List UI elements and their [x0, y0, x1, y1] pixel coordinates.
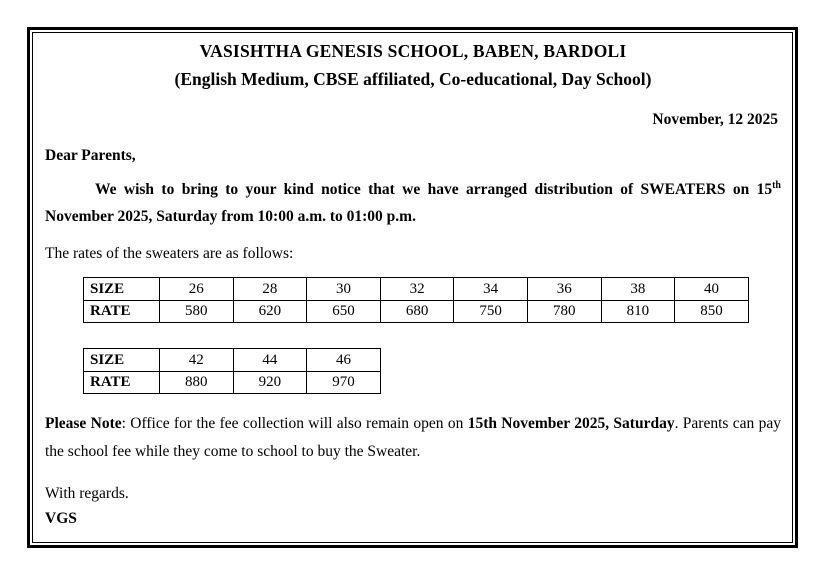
size-cell: 28 — [233, 278, 307, 301]
rate-cell: 620 — [233, 300, 307, 323]
rate-cell: 850 — [675, 300, 749, 323]
announcement-text-2: November 2025, Saturday from 10:00 a.m. to 01:00 p.m. — [45, 207, 416, 225]
notice-page — [32, 32, 793, 543]
size-cell: 36 — [527, 278, 601, 301]
size-cell: 38 — [601, 278, 675, 301]
announcement-text-1: We wish to bring to your kind notice that we have arranged distribution of SWEATERS on 15 — [95, 181, 773, 198]
salutation: Dear Parents, — [45, 147, 136, 164]
rate-row — [84, 371, 381, 394]
size-cell: 34 — [454, 278, 528, 301]
notice-date: November, 12 2025 — [652, 111, 778, 128]
size-cell: 32 — [380, 278, 454, 301]
notice-page-border — [27, 27, 798, 548]
rate-row-label: RATE — [84, 371, 160, 394]
note-text-2: . Parents can pay the school fee while they come to school to buy the Sweater. — [45, 415, 781, 460]
size-cell: 40 — [675, 278, 749, 301]
rate-cell: 880 — [160, 371, 234, 394]
school-subtitle: (English Medium, CBSE affiliated, Co-educational, Day School) — [174, 69, 652, 89]
rate-table-sizes-42-46 — [83, 348, 381, 394]
rate-cell: 580 — [160, 300, 234, 323]
rate-cell: 780 — [527, 300, 601, 323]
note-label: Please Note — [45, 415, 122, 432]
size-cell: 46 — [307, 349, 381, 372]
rate-table-sizes-26-40 — [83, 277, 749, 323]
rate-cell: 680 — [380, 300, 454, 323]
rate-cell: 810 — [601, 300, 675, 323]
announcement-paragraph — [45, 177, 781, 230]
rates-intro-line: The rates of the sweaters are as follows: — [45, 245, 294, 262]
size-row-label: SIZE — [84, 349, 160, 372]
size-cell: 44 — [233, 349, 307, 372]
signature: VGS — [45, 510, 77, 527]
size-cell: 30 — [307, 278, 381, 301]
rate-cell: 650 — [307, 300, 381, 323]
rate-row — [84, 300, 749, 323]
please-note-paragraph — [45, 410, 781, 466]
rate-cell: 970 — [307, 371, 381, 394]
size-row-label: SIZE — [84, 278, 160, 301]
note-bold-date: 15th November 2025, Saturday — [467, 415, 675, 432]
size-cell: 42 — [160, 349, 234, 372]
closing-line: With regards. — [45, 485, 129, 502]
size-row — [84, 349, 381, 372]
rate-cell: 920 — [233, 371, 307, 394]
ordinal-superscript: th — [772, 179, 781, 191]
size-row — [84, 278, 749, 301]
school-name-heading: VASISHTHA GENESIS SCHOOL, BABEN, BARDOLI — [199, 41, 627, 61]
size-cell: 26 — [160, 278, 234, 301]
note-text-1: : Office for the fee collection will also remain open on — [121, 415, 468, 432]
rate-row-label: RATE — [84, 300, 160, 323]
rate-cell: 750 — [454, 300, 528, 323]
